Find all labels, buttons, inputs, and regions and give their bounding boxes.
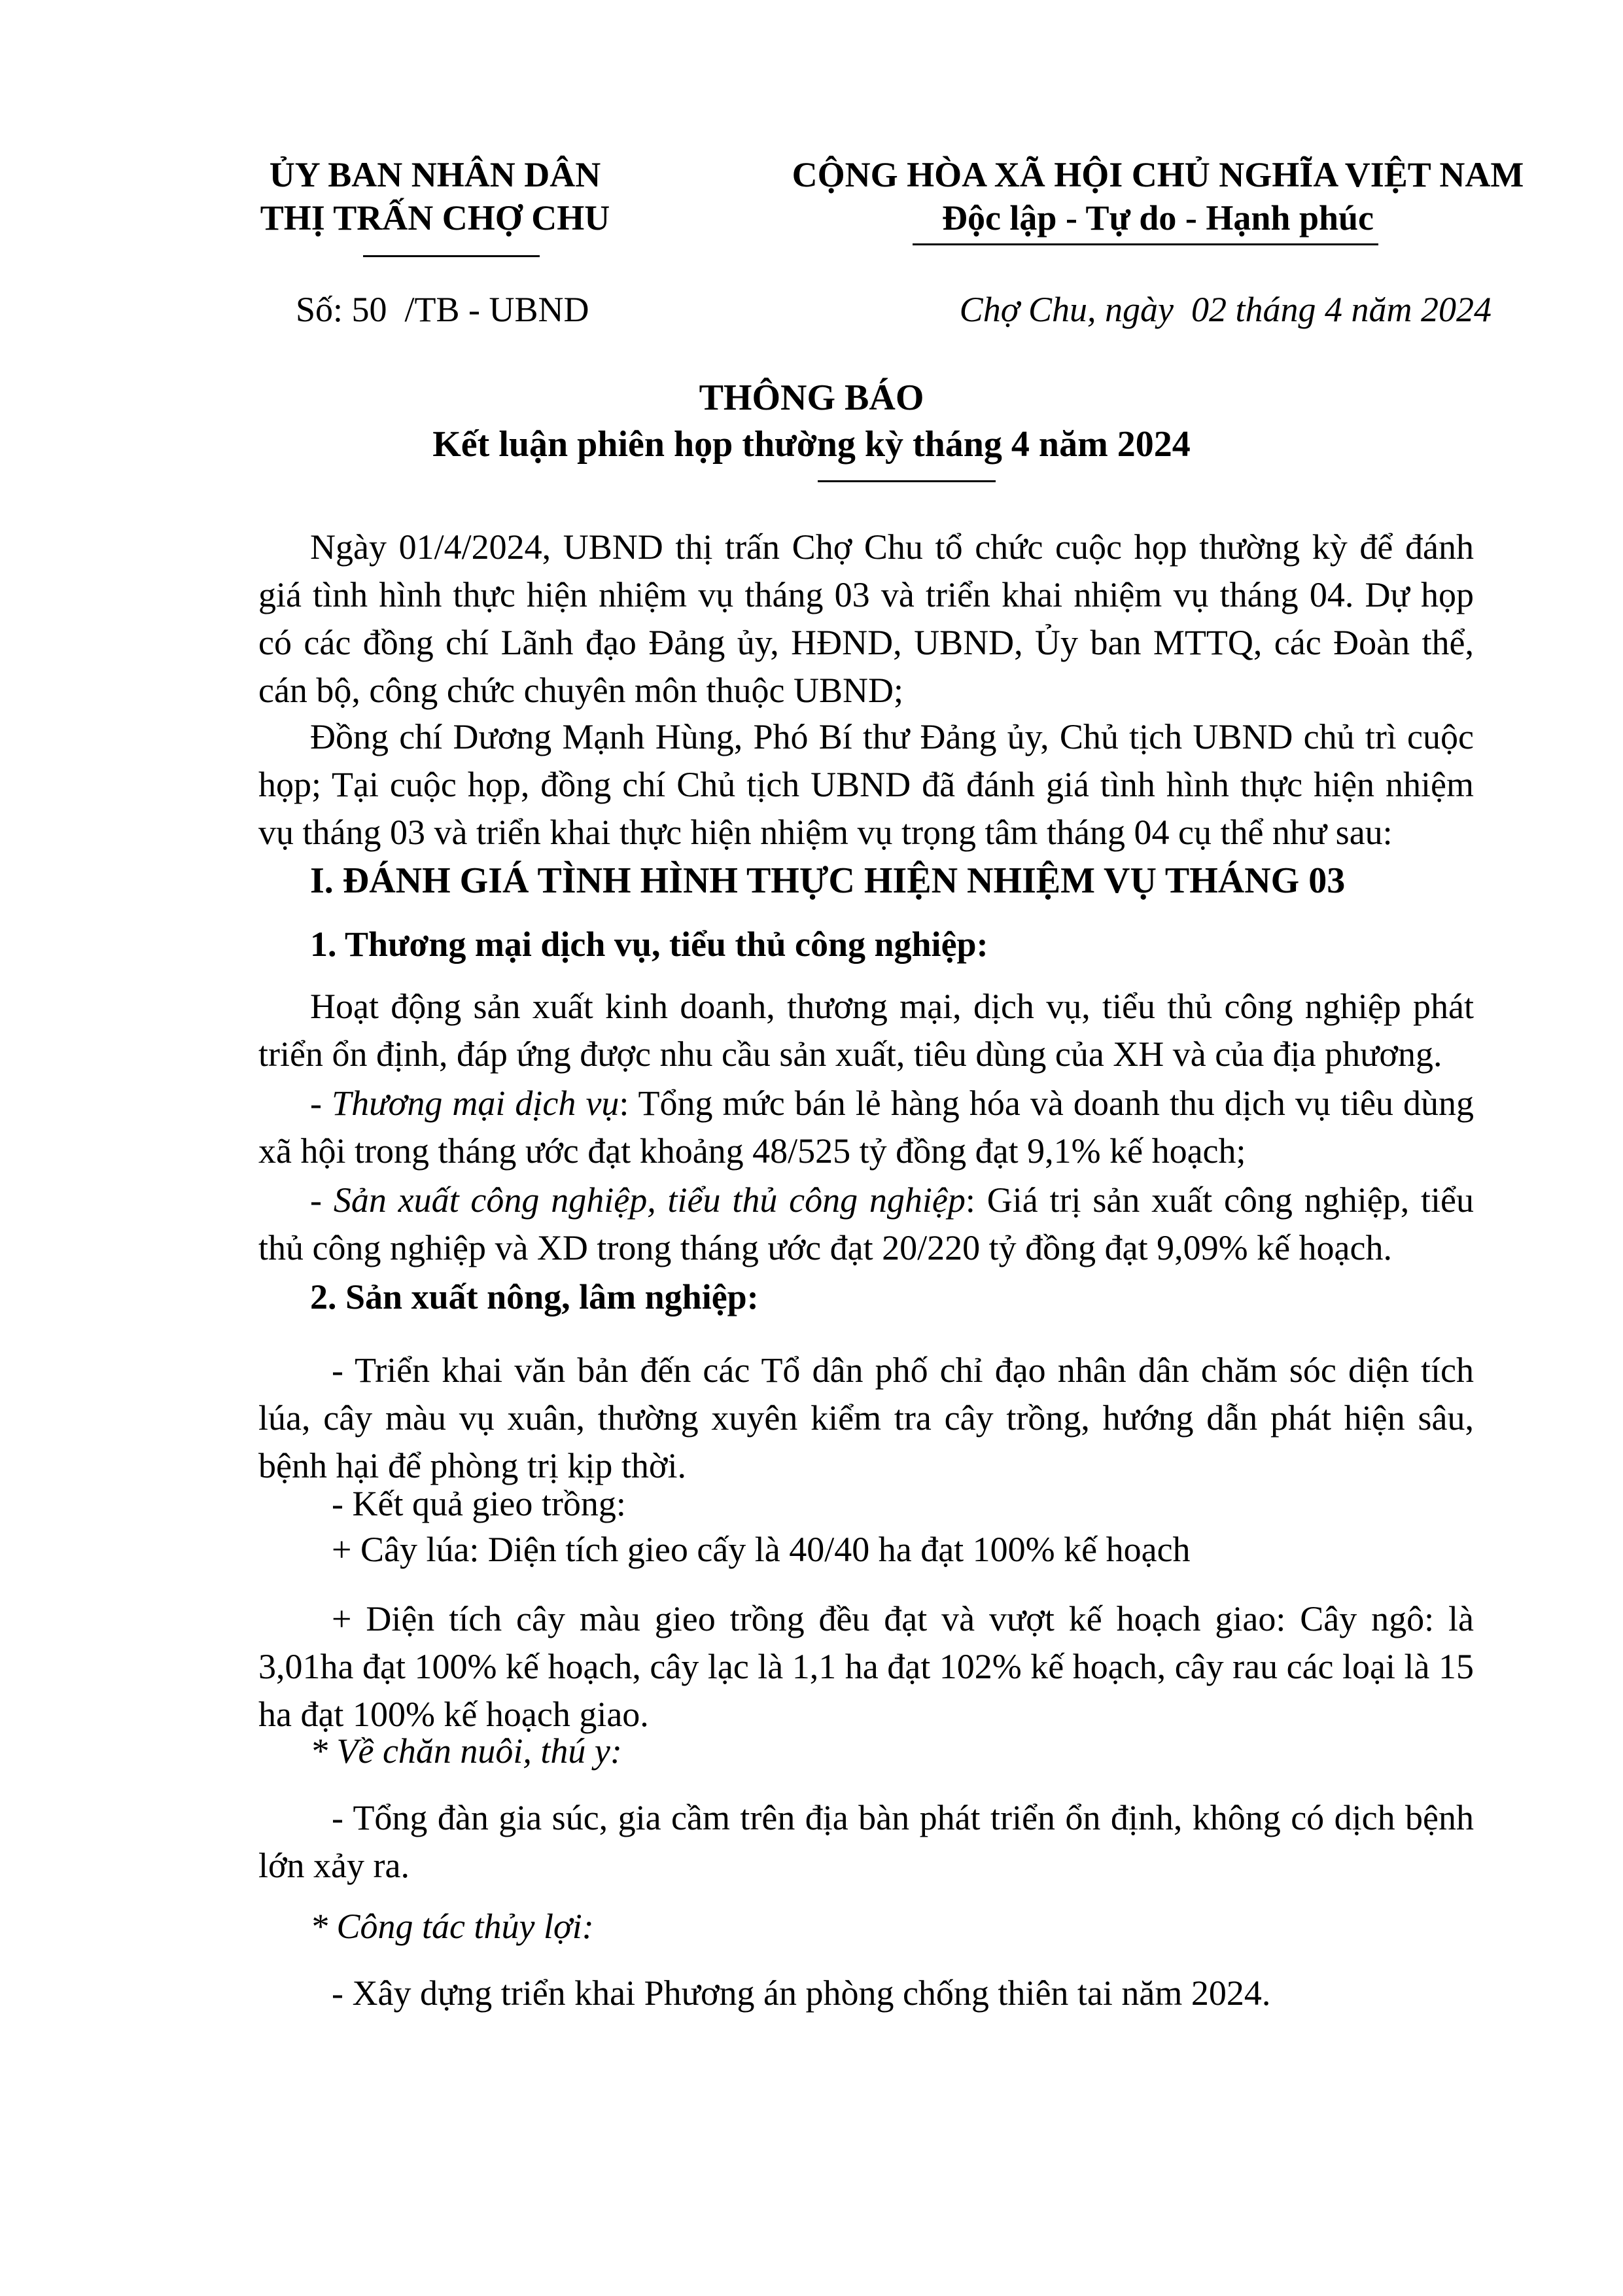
subheading-agriculture: 2. Sản xuất nông, lâm nghiệp: <box>310 1277 759 1316</box>
document-number: Số: 50 /TB - UBND <box>296 290 589 329</box>
motto-underline <box>913 243 1378 245</box>
paragraph-crop-care: - Triển khai văn bản đến các Tổ dân phố chỉ đạo nhân dân chăm sóc diện tích lúa, cây màu vụ xuân, thường xuyên kiểm tra cây trồng, hướng dẫn phát hiện sâu, bệnh hại để phòng trị kịp thời. <box>258 1351 1474 1485</box>
national-title: CỘNG HÒA XÃ HỘI CHỦ NGHĨA VIỆT NAM <box>792 155 1524 194</box>
paragraph-irrigation: - Xây dựng triển khai Phương án phòng chống thiên tai năm 2024. <box>332 1973 1271 2013</box>
title-underline <box>818 480 996 482</box>
document-subtitle: Kết luận phiên họp thường kỳ tháng 4 năm 2024 <box>432 424 1191 465</box>
agency-name-line2: THỊ TRẤN CHỢ CHU <box>260 198 610 238</box>
paragraph-industry: - Sản xuất công nghiệp, tiểu thủ công nghiệp: Giá trị sản xuất công nghiệp, tiểu thủ công nghiệp và XD trong tháng ước đạt 20/220 tỷ đồng đạt 9,09% kế hoạch. <box>258 1180 1474 1267</box>
agency-name-line1: ỦY BAN NHÂN DÂN <box>269 155 601 194</box>
paragraph-intro: Ngày 01/4/2024, UBND thị trấn Chợ Chu tổ chức cuộc họp thường kỳ để đánh giá tình hình thực hiện nhiệm vụ tháng 03 và triển khai nhiệm vụ tháng 04. Dự họp có các đồng chí Lãnh đạo Đảng ủy, HĐND, UBND, Ủy ban MTTQ, các Đoàn thể, cán bộ, công chức chuyên môn thuộc UBND; <box>258 527 1474 710</box>
paragraph-livestock: - Tổng đàn gia súc, gia cầm trên địa bàn phát triển ổn định, không có dịch bệnh lớn xảy ra. <box>258 1798 1474 1885</box>
document-title: THÔNG BÁO <box>699 378 924 418</box>
paragraph-crops: + Diện tích cây màu gieo trồng đều đạt và vượt kế hoạch giao: Cây ngô: là 3,01ha đạt 100% kế hoạch, cây lạc là 1,1 ha đạt 102% kế hoạch, cây rau các loại là 15 ha đạt 100% kế hoạch giao. <box>258 1599 1474 1734</box>
paragraph-planting-results: - Kết quả gieo trồng: <box>332 1484 626 1523</box>
paragraph-trade-overview: Hoạt động sản xuất kinh doanh, thương mại, dịch vụ, tiểu thủ công nghiệp phát triển ổn định, đáp ứng được nhu cầu sản xuất, tiêu dùng của XH và của địa phương. <box>258 987 1474 1074</box>
place-date: Chợ Chu, ngày 02 tháng 4 năm 2024 <box>959 290 1492 329</box>
subheading-trade: 1. Thương mại dịch vụ, tiểu thủ công nghiệp: <box>310 925 988 964</box>
paragraph-rice: + Cây lúa: Diện tích gieo cấy là 40/40 ha đạt 100% kế hoạch <box>332 1530 1191 1569</box>
subheading-livestock: * Về chăn nuôi, thú y: <box>310 1731 622 1771</box>
subheading-irrigation: * Công tác thủy lợi: <box>310 1907 594 1946</box>
label-trade-services: Thương mại dịch vụ <box>332 1084 620 1123</box>
label-industry: Sản xuất công nghiệp, tiểu thủ công nghiệp <box>333 1180 966 1220</box>
agency-underline <box>363 255 540 257</box>
national-motto: Độc lập - Tự do - Hạnh phúc <box>941 198 1374 238</box>
section-heading-1: I. ĐÁNH GIÁ TÌNH HÌNH THỰC HIỆN NHIỆM VỤ THÁNG 03 <box>310 860 1346 901</box>
paragraph-trade-services: - Thương mại dịch vụ: Tổng mức bán lẻ hàng hóa và doanh thu dịch vụ tiêu dùng xã hội trong tháng ước đạt khoảng 48/525 tỷ đồng đạt 9,1% kế hoạch; <box>258 1084 1474 1171</box>
paragraph-chair: Đồng chí Dương Mạnh Hùng, Phó Bí thư Đảng ủy, Chủ tịch UBND chủ trì cuộc họp; Tại cuộc họp, đồng chí Chủ tịch UBND đã đánh giá tình hình thực hiện nhiệm vụ tháng 03 và triển khai thực hiện nhiệm vụ trọng tâm tháng 04 cụ thể như sau: <box>258 717 1474 852</box>
